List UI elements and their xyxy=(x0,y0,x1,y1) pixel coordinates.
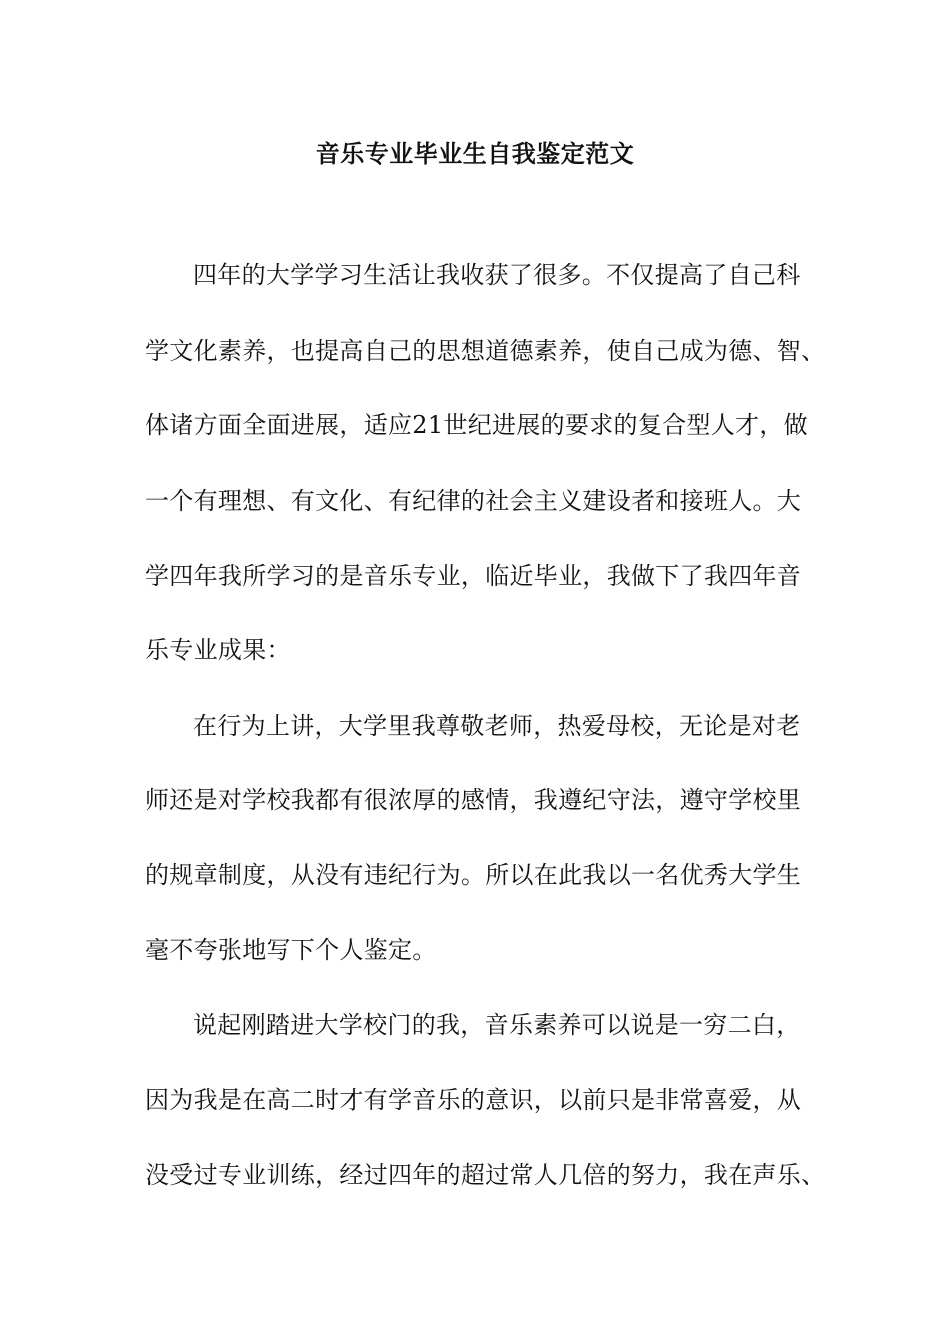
paragraph-line: 乐专业成果： xyxy=(145,636,291,664)
paragraph-line: 因为我是在高二时才有学音乐的意识，以前只是非常喜爱，从 xyxy=(145,1086,802,1114)
paragraph-line: 四年的大学学习生活让我收获了很多。不仅提高了自己科 xyxy=(193,261,801,289)
paragraph-line: 的规章制度，从没有违纪行为。所以在此我以一名优秀大学生 xyxy=(145,861,802,889)
paragraph-line: 一个有理想、有文化、有纪律的社会主义建设者和接班人。大 xyxy=(145,487,802,515)
paragraph-line: 毫不夸张地写下个人鉴定。 xyxy=(145,936,437,964)
paragraph-line: 学文化素养，也提高自己的思想道德素养，使自己成为德、智、 xyxy=(145,337,826,365)
paragraph-line: 没受过专业训练，经过四年的超过常人几倍的努力，我在声乐、 xyxy=(145,1161,826,1189)
document-title: 音乐专业毕业生自我鉴定范文 xyxy=(315,139,635,168)
paragraph-line: 说起刚踏进大学校门的我，音乐素养可以说是一穷二白， xyxy=(193,1011,801,1039)
paragraph-line: 在行为上讲，大学里我尊敬老师，热爱母校，无论是对老 xyxy=(193,712,801,740)
paragraph-line: 师还是对学校我都有很浓厚的感情，我遵纪守法，遵守学校里 xyxy=(145,786,802,814)
paragraph-line: 体诸方面全面进展，适应21世纪进展的要求的复合型人才，做 xyxy=(145,411,808,439)
paragraph-line: 学四年我所学习的是音乐专业，临近毕业，我做下了我四年音 xyxy=(145,562,802,590)
